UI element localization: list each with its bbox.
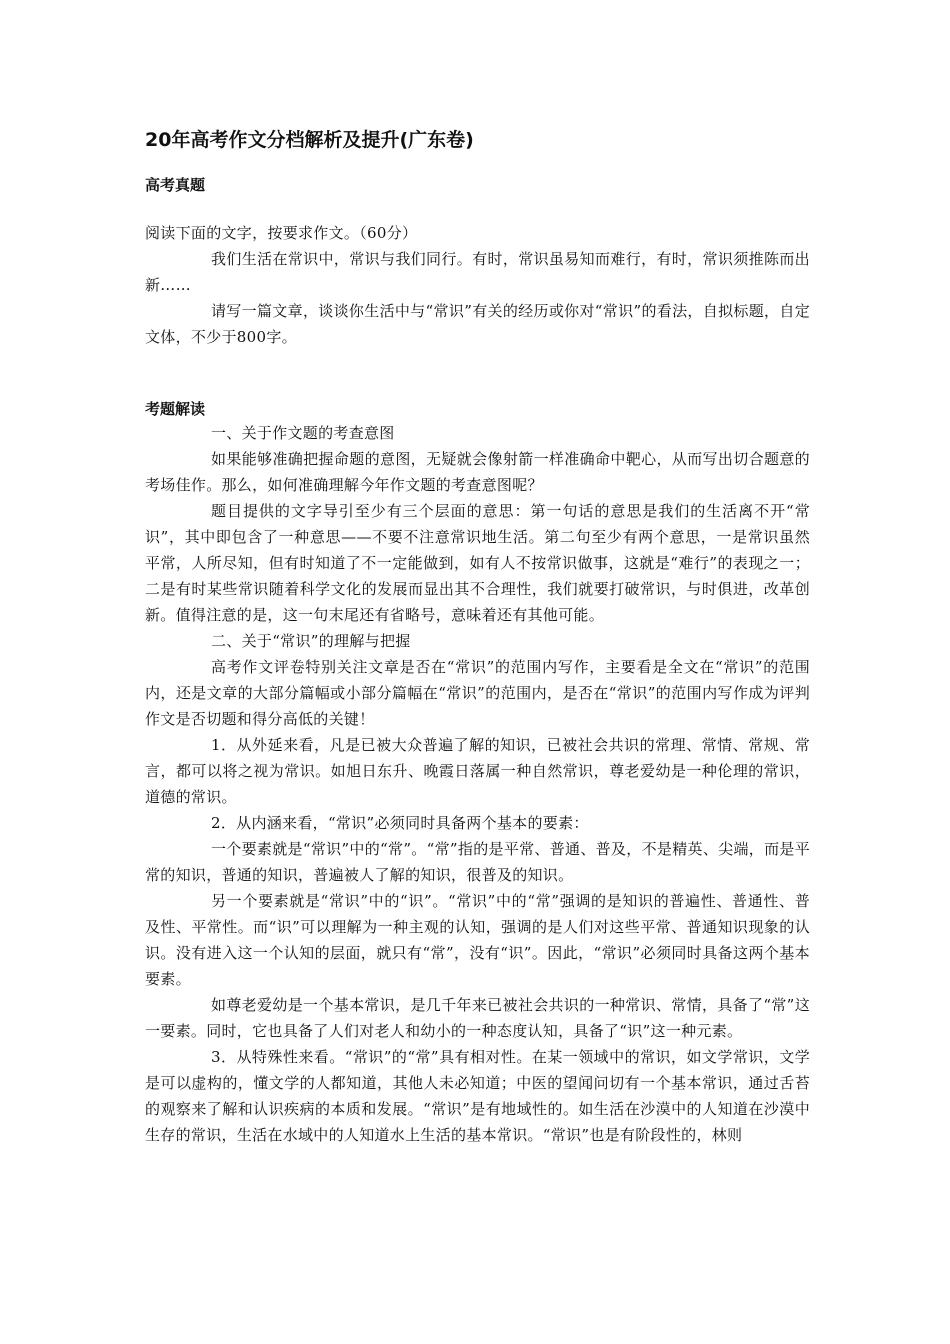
analysis-paragraph: 3．从特殊性来看。“常识”的“常”具有相对性。在某一领域中的常识，如文学常识，文学是可以虚构的，懂文学的人都知道，其他人未必知道；中医的望闻问切有一个基本常识，通过舌苔的观察来了解和认识疾病的本质和发展。“常识”是有地域性的。如生活在沙漠中的人知道在沙漠中生存的常识，生活在水域中的人知道水上生活的基本常识。“常识”也是有阶段性的，林则 [145, 1048, 810, 1144]
analysis-paragraph: 题目提供的文字导引至少有三个层面的意思：第一句话的意思是我们的生活离不开“常识”，其中即包含了一种意思——不要不注意常识地生活。第二句至少有两个意思，一是常识虽然平常，人所尽知，但有时知道了不一定能做到，如有人不按常识做事，这就是“难行”的表现之一；二是有时某些常识随着科学文化的发展而显出其不合理性，我们就要打破常识，与时俱进，改革创新。值得注意的是，这一句末尾还有省略号，意味着还有其他可能。 [145, 502, 810, 624]
exam-prompt-paragraph: 请写一篇文章，谈谈你生活中与“常识”有关的经历或你对“常识”的看法，自拟标题，自定文体，不少于800字。 [145, 302, 810, 346]
analysis-paragraph: 一个要素就是“常识”中的“常”。“常”指的是平常、普通、普及，不是精英、尖端，而是平常的知识，普通的知识，普遍被人了解的知识，很普及的知识。 [145, 840, 810, 884]
analysis-paragraph: 如尊老爱幼是一个基本常识，是几千年来已被社会共识的一种常识、常情，具备了“常”这一要素。同时，它也具备了人们对老人和幼小的一种态度认知，具备了“识”这一种元素。 [145, 996, 810, 1040]
analysis-paragraph: 如果能够准确把握命题的意图，无疑就会像射箭一样准确命中靶心，从而写出切合题意的考场佳作。那么，如何准确理解今年作文题的考查意图呢？ [145, 450, 810, 494]
analysis-subheading: 一、关于作文题的考查意图 [211, 424, 395, 442]
exam-intro: 阅读下面的文字，按要求作文。（60分） [145, 224, 418, 242]
document-title: 20年高考作文分档解析及提升(广东卷) [145, 129, 474, 151]
section-heading-analysis: 考题解读 [145, 400, 206, 418]
analysis-paragraph: 高考作文评卷特别关注文章是否在“常识”的范围内写作，主要看是全文在“常识”的范围内，还是文章的大部分篇幅或小部分篇幅在“常识”的范围内，是否在“常识”的范围内写作成为评判作文是否切题和得分高低的关键！ [145, 658, 810, 728]
exam-prompt-paragraph: 我们生活在常识中，常识与我们同行。有时，常识虽易知而难行，有时，常识须推陈而出新…… [145, 250, 810, 294]
section-heading-exam-question: 高考真题 [145, 176, 206, 194]
analysis-subheading: 二、关于“常识”的理解与把握 [211, 632, 411, 650]
analysis-paragraph: 2．从内涵来看，“常识”必须同时具备两个基本的要素： [211, 814, 589, 832]
analysis-paragraph: 另一个要素就是“常识”中的“识”。“常识”中的“常”强调的是知识的普遍性、普通性、普及性、平常性。而“识”可以理解为一种主观的认知，强调的是人们对这些平常、普通知识现象的认识。没有进入这一个认知的层面，就只有“常”，没有“识”。因此，“常识”必须同时具备这两个基本要素。 [145, 892, 810, 988]
document-page [145, 128, 810, 1148]
analysis-paragraph: 1．从外延来看，凡是已被大众普遍了解的知识，已被社会共识的常理、常情、常规、常言，都可以将之视为常识。如旭日东升、晚霞日落属一种自然常识，尊老爱幼是一种伦理的常识，道德的常识。 [145, 736, 810, 806]
